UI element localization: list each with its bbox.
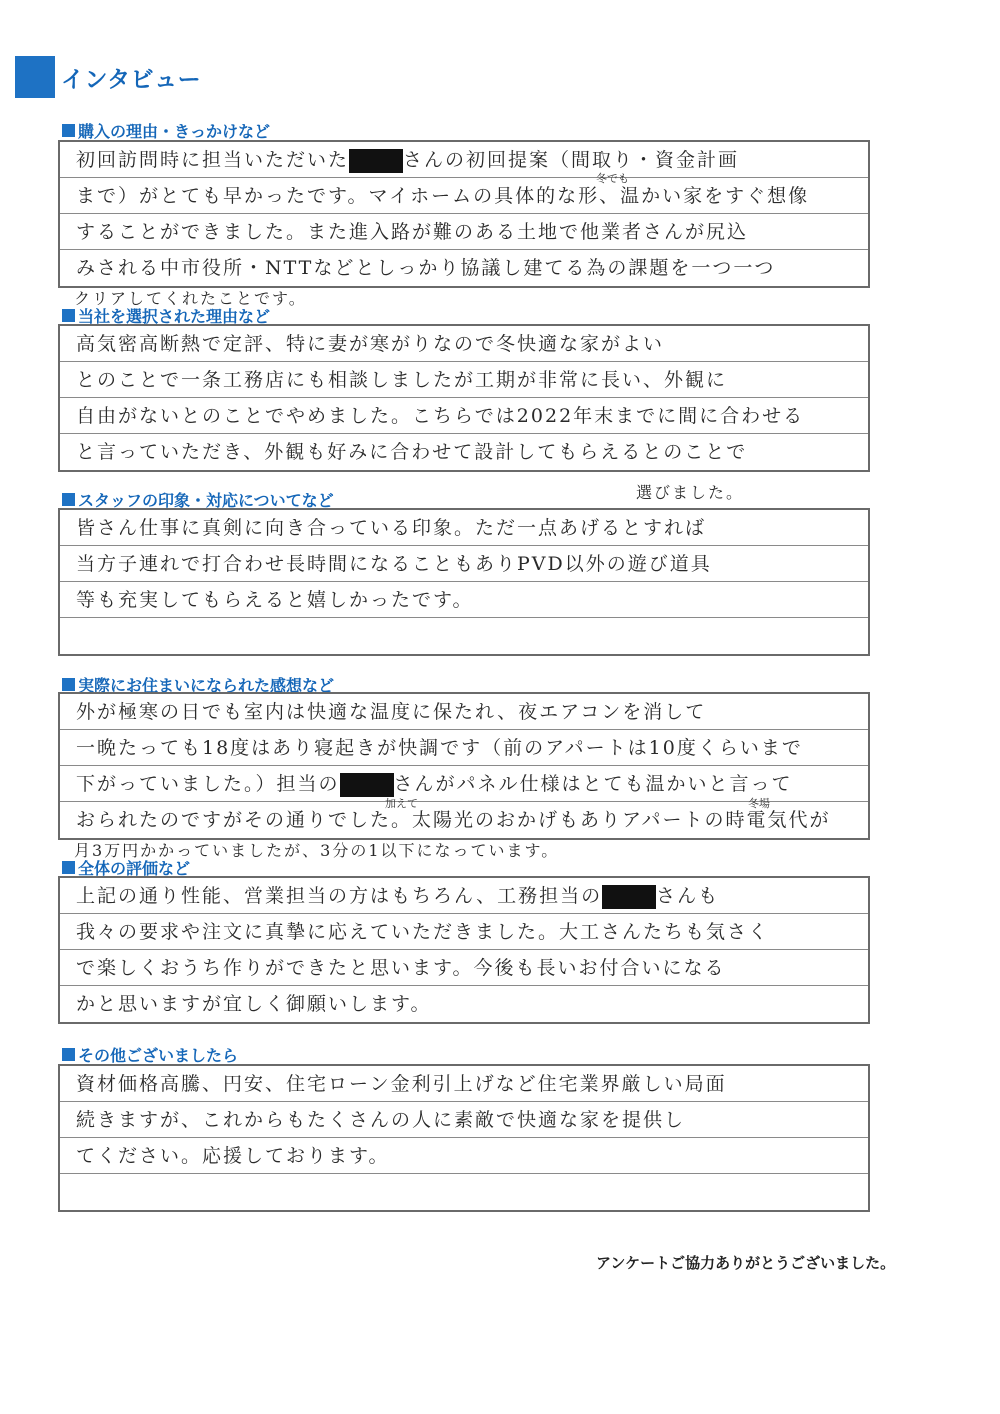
- handwritten-annotation: 加えて: [385, 797, 418, 810]
- answer-overflow: クリアしてくれたことです。: [74, 289, 307, 308]
- answer-line: 一晩たっても18度はあり寝起きが快調です（前のアパートは10度くらいまで: [60, 730, 868, 766]
- answer-line: てください。応援しております。: [60, 1138, 868, 1174]
- answer-box-overall-evaluation: [58, 876, 870, 1024]
- answer-box-living-impression: [58, 692, 870, 840]
- section-label-purchase-reason: 購入の理由・きっかけなど: [62, 119, 270, 142]
- answer-line: まで）がとても早かったです。マイホームの具体的な形、温かい家をすぐ想像: [60, 178, 868, 214]
- answer-line: みされる中市役所・NTTなどとしっかり協議し建てる為の課題を一つ一つ: [76, 257, 776, 279]
- section-label-other: その他ございましたら: [62, 1043, 238, 1066]
- answer-line: 下がっていました。）担当の さんがパネル仕様はとても温かいと言って: [60, 766, 868, 802]
- section-label-overall-evaluation: 全体の評価など: [62, 856, 190, 879]
- answer-line: [60, 618, 868, 654]
- page-header: [15, 56, 201, 98]
- answer-line: 外が極寒の日でも室内は快適な温度に保たれ、夜エアコンを消して: [60, 694, 868, 730]
- answer-line: 資材価格高騰、円安、住宅ローン金利引上げなど住宅業界厳しい局面: [60, 1066, 868, 1102]
- footer-thanks: アンケートご協力ありがとうございました。: [596, 1255, 896, 1272]
- answer-line: とのことで一条工務店にも相談しましたが工期が非常に長い、外観に: [60, 362, 868, 398]
- answer-line: 続きますが、これからもたくさんの人に素敵で快適な家を提供し: [60, 1102, 868, 1138]
- page-title: インタビュー: [61, 65, 202, 92]
- answer-line: 皆さん仕事に真剣に向き合っている印象。ただ一点あげるとすれば: [60, 510, 868, 546]
- answer-line: することができました。また進入路が難のある土地で他業者さんが尻込: [60, 214, 868, 250]
- handwritten-annotation: 冬でも: [596, 172, 629, 185]
- redaction-block: [349, 149, 403, 173]
- redaction-block: [340, 773, 394, 797]
- answer-line: 高気密高断熱で定評、特に妻が寒がりなので冬快適な家がよい: [60, 326, 868, 362]
- answer-line: で楽しくおうち作りができたと思います。今後も長いお付合いになる: [60, 950, 868, 986]
- answer-box-other: [58, 1064, 870, 1212]
- answer-line: 上記の通り性能、営業担当の方はもちろん、工務担当の さんも: [60, 878, 868, 914]
- answer-line: かと思いますが宜しく御願いします。: [76, 993, 432, 1015]
- answer-line: 当方子連れで打合わせ長時間になることもありPVD以外の遊び道具: [60, 546, 868, 582]
- answer-line: 初回訪問時に担当いただいた さんの初回提案（間取り・資金計画: [60, 142, 868, 178]
- redaction-block: [602, 885, 656, 909]
- section-label-living-impression: 実際にお住まいになられた感想など: [62, 673, 334, 696]
- answer-overflow: 月3万円かかっていましたが、3分の1以下になっています。: [74, 841, 560, 860]
- answer-box-staff-impression: [58, 508, 870, 656]
- answer-line: と言っていただき、外観も好みに合わせて設計してもらえるとのことで: [76, 441, 748, 463]
- answer-line: おられたのですがその通りでした。太陽光のおかげもありアパートの時電気代が: [76, 809, 831, 831]
- section-label-selection-reason: 当社を選択された理由など: [62, 304, 270, 327]
- title-marker: [15, 56, 55, 98]
- answer-box-purchase-reason: [58, 140, 870, 288]
- section-label-staff-impression: スタッフの印象・対応についてなど: [62, 488, 334, 511]
- answer-overflow: 選びました。: [636, 483, 745, 502]
- answer-line: 等も充実してもらえると嬉しかったです。: [60, 582, 868, 618]
- answer-line: 我々の要求や注文に真摯に応えていただきました。大工さんたちも気さく: [60, 914, 868, 950]
- answer-line: [60, 1174, 868, 1210]
- answer-line: 自由がないとのことでやめました。こちらでは2022年末までに間に合わせる: [60, 398, 868, 434]
- answer-box-selection-reason: [58, 324, 870, 472]
- handwritten-annotation: 冬場: [748, 797, 770, 810]
